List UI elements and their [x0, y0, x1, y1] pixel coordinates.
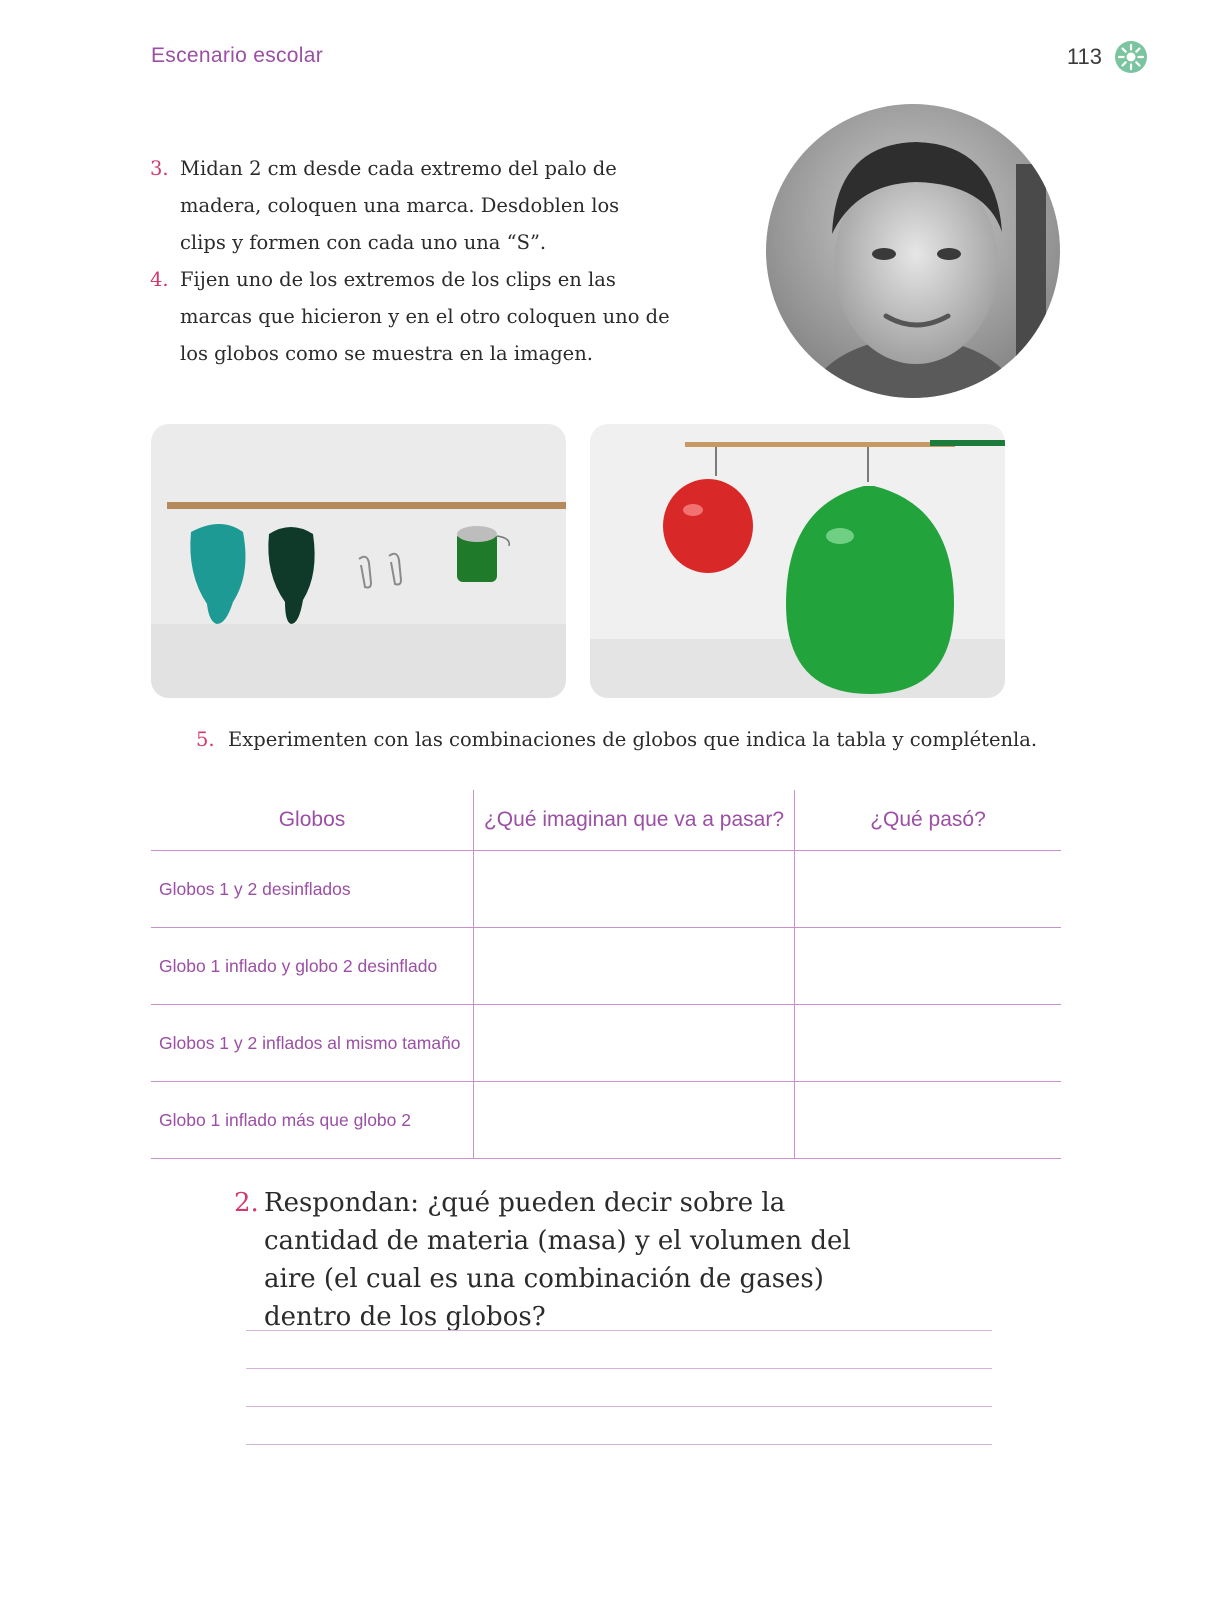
step-number: 5.: [196, 728, 215, 751]
prediction-cell[interactable]: [474, 851, 795, 928]
balloon-table: [151, 790, 1061, 1159]
step-4: [150, 261, 670, 372]
question-2: [234, 1184, 864, 1336]
prediction-cell[interactable]: [474, 1082, 795, 1159]
column-header-result: ¿Qué pasó?: [795, 790, 1062, 851]
table-row: [151, 928, 1061, 1005]
step-text: Fijen uno de los extremos de los clips en las marcas que hicieron y en el otro coloquen uno de los globos como se muestra en la imagen.: [180, 268, 670, 365]
balloons-hanging-photo: [590, 424, 1005, 698]
result-cell[interactable]: [795, 1005, 1062, 1082]
answer-line[interactable]: [246, 1406, 992, 1407]
prediction-cell[interactable]: [474, 928, 795, 1005]
page-number: 113: [1066, 44, 1102, 69]
step-text: Experimenten con las combinaciones de globos que indica la tabla y complétenla.: [228, 728, 1038, 751]
column-header-globos: Globos: [151, 790, 474, 851]
step-text: Midan 2 cm desde cada extremo del palo de madera, coloquen una marca. Desdoblen los clips y formen con cada uno una “S”.: [180, 157, 620, 254]
page-header-right: [1067, 40, 1148, 74]
answer-line[interactable]: [246, 1444, 992, 1445]
instruction-steps: [150, 150, 670, 372]
row-label: Globo 1 inflado más que globo 2: [151, 1082, 474, 1159]
row-label: Globos 1 y 2 desinflados: [151, 851, 474, 928]
result-cell[interactable]: [795, 928, 1062, 1005]
table-row: [151, 1082, 1061, 1159]
result-cell[interactable]: [795, 1082, 1062, 1159]
answer-line[interactable]: [246, 1330, 992, 1331]
sun-icon: [1114, 40, 1148, 74]
step-number: 3.: [150, 157, 169, 180]
materials-photo: [151, 424, 566, 698]
step-3: [150, 150, 670, 261]
boy-portrait-photo: [766, 104, 1060, 398]
question-number: 2.: [234, 1188, 259, 1218]
table-header-row: [151, 790, 1061, 851]
row-label: Globo 1 inflado y globo 2 desinflado: [151, 928, 474, 1005]
result-cell[interactable]: [795, 851, 1062, 928]
table-row: [151, 1005, 1061, 1082]
answer-line[interactable]: [246, 1368, 992, 1369]
question-text: Respondan: ¿qué pueden decir sobre la cantidad de materia (masa) y el volumen del aire (el cual es una combinación de gases) dentro de los globos?: [264, 1188, 851, 1332]
section-title: Escenario escolar: [151, 44, 324, 67]
column-header-prediction: ¿Qué imaginan que va a pasar?: [474, 790, 795, 851]
step-5: [196, 728, 1037, 751]
table-row: [151, 851, 1061, 928]
prediction-cell[interactable]: [474, 1005, 795, 1082]
step-number: 4.: [150, 268, 169, 291]
row-label: Globos 1 y 2 inflados al mismo tamaño: [151, 1005, 474, 1082]
